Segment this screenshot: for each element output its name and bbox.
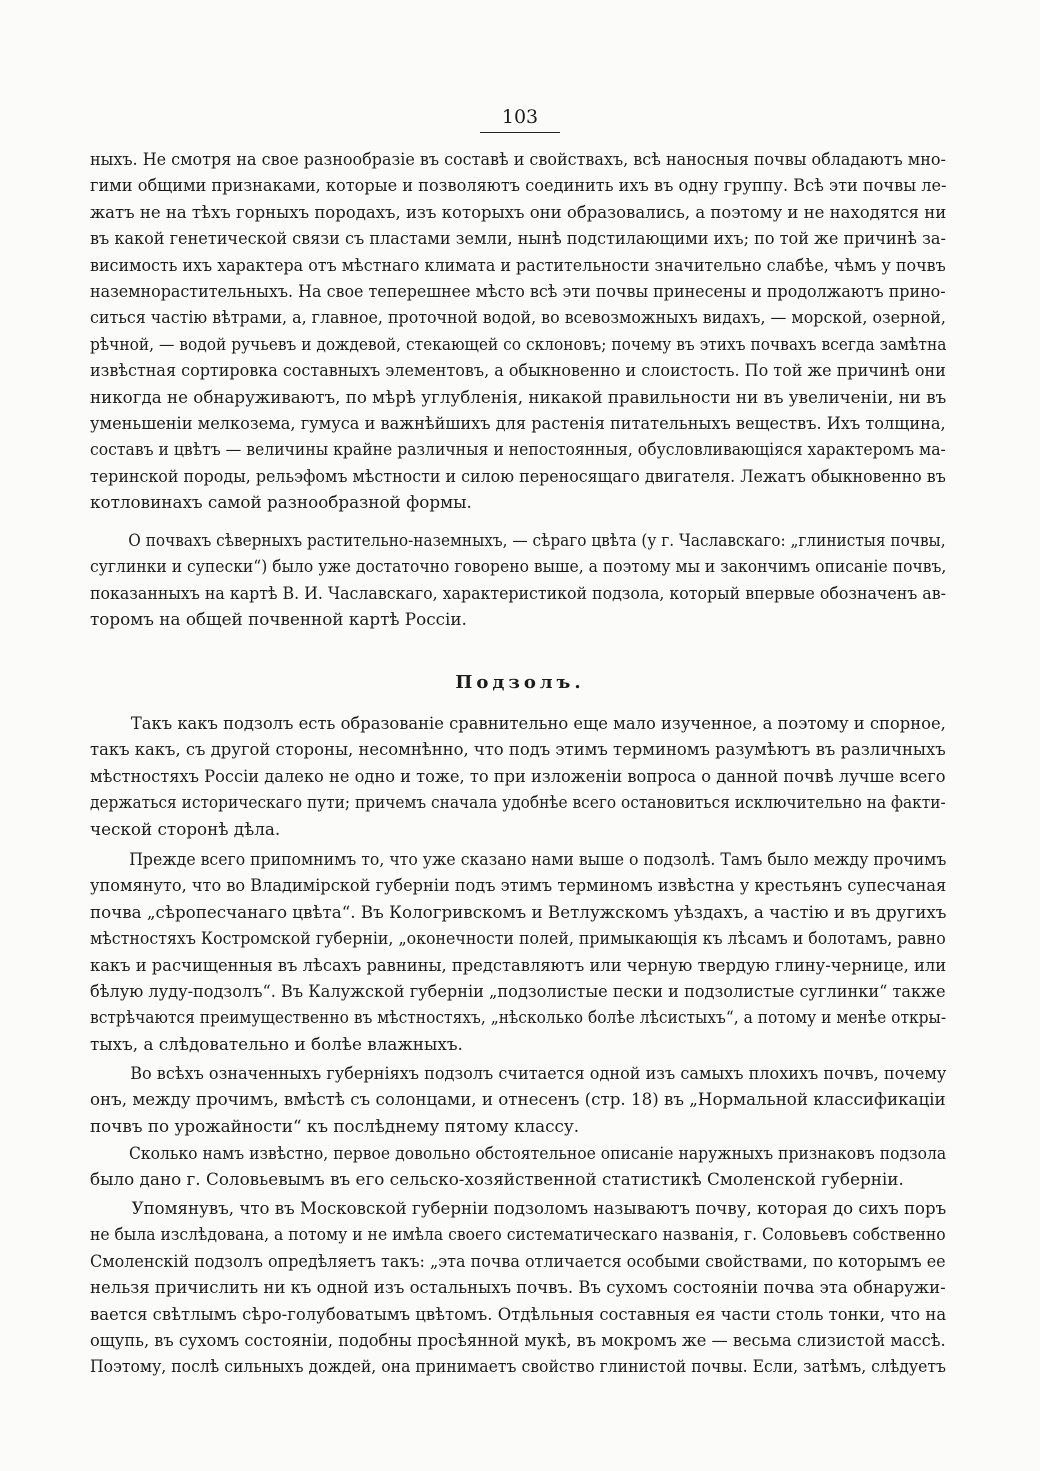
text-line: бѣлую луду-подзолъ“. Въ Калужской губерніи „подзолистые пески и подзолистые суглинки“ также (90, 980, 946, 1001)
text-line: ческой сторонѣ дѣла. (90, 818, 281, 839)
paragraph-2 (90, 527, 946, 633)
text-line: О почвахъ сѣверныхъ растительно-наземныхъ, — сѣраго цвѣта (у г. Чаславскаго: „глинистыя почвы, (128, 530, 946, 550)
text-line: показанныхъ на картѣ В. И. Чаславскаго, характеристикой подзола, который впервые обозначенъ ав- (90, 582, 946, 603)
text-line: такъ какъ, съ другой стороны, несомнѣнно, что подъ этимъ терминомъ разумѣютъ въ различныхъ (90, 739, 946, 760)
paragraph-7 (90, 1195, 946, 1380)
page-number: 103 (501, 106, 539, 128)
text-line: никогда не обнаруживаютъ, по мѣрѣ углубленія, никакой правильности ни въ увеличеніи, ни въ (90, 386, 947, 407)
text-line: наземнорастительныхъ. На свое теперешнее мѣсто всѣ эти почвы принесены и продолжаютъ прино- (90, 280, 946, 301)
text-line: Во всѣхъ означенныхъ губерніяхъ подзолъ считается одной изъ самыхъ плохихъ почвъ, почему (130, 1063, 947, 1083)
text-line: торомъ на общей почвенной картѣ Россіи. (90, 609, 467, 630)
paragraph-4 (90, 846, 946, 1057)
text-line: Сколько намъ извѣстно, первое довольно обстоятельное описаніе наружныхъ признаковъ подзола (128, 1143, 947, 1163)
text-line: нельзя причислить ни къ одной изъ остальныхъ почвъ. Въ сухомъ состояніи почва эта обнаружи- (90, 1277, 946, 1298)
text-line: почвъ по урожайности“ къ послѣднему пятому классу. (90, 1115, 580, 1136)
text-line: было дано г. Соловьевымъ въ его сельско-хозяйственной статистикѣ Смоленской губерніи. (90, 1169, 904, 1190)
text-line: упомянуто, что во Владимірской губерніи подъ этимъ терминомъ извѣстна у крестьянъ супесчаная (90, 875, 947, 896)
text-line: ощупь, въ сухомъ состояніи, подобны просѣянной мукѣ, въ мокромъ же — весьма слизистой массѣ. (90, 1329, 946, 1350)
text-line: вается свѣтлымъ сѣро-голубоватымъ цвѣтомъ. Отдѣльныя составныя ея части столь тонки, что на (90, 1303, 947, 1324)
text-line: онъ, между прочимъ, вмѣстѣ съ солонцами, и отнесенъ (стр. 18) въ „Нормальной классификаціи (90, 1089, 946, 1110)
text-line: тыхъ, а слѣдовательно и болѣе влажныхъ. (90, 1033, 463, 1054)
text-line: жатъ не на тѣхъ горныхъ породахъ, изъ которыхъ они образовались, а поэтому и не находятся ни (90, 201, 947, 222)
text-line: ныхъ. Не смотря на свое разнообразіе въ составѣ и свойствахъ, всѣ наносныя почвы обладаютъ мно- (90, 149, 946, 169)
text-line: извѣстная сортировка составныхъ элементовъ, а обыкновенно и слоистость. По той же причинѣ они (90, 360, 946, 381)
text-line: не была изслѣдована, а потому и не имѣла своего систематическаго названія, г. Соловьевъ собственно (90, 1224, 946, 1245)
text-line: ситься частію вѣтрами, а, главное, проточной водой, во всевозможныхъ видахъ, — морской, озерной, (90, 307, 946, 328)
text-line: теринской породы, рельэфомъ мѣстности и силою переносящаго двигателя. Лежатъ обыкновенно въ (90, 465, 946, 486)
text-line: Прежде всего припомнимъ то, что уже сказано нами выше о подзолѣ. Тамъ было между прочимъ (129, 849, 947, 869)
text-line: мѣстностяхъ Россіи далеко не одно и тоже, то при изложеніи вопроса о данной почвѣ лучше всего (90, 765, 946, 786)
paragraph-5 (90, 1060, 946, 1139)
text-line: Смоленскій подзолъ опредѣляетъ такъ: „эта почва отличается особыми свойствами, по которымъ ее (90, 1250, 946, 1271)
text-line: мѣстностяхъ Костромской губерніи, „оконечности полей, примыкающія къ лѣсамъ и болотамъ, равно (90, 928, 946, 949)
text-line: Поэтому, послѣ сильныхъ дождей, она принимаетъ свойство глинистой почвы. Если, затѣмъ, слѣдуетъ (90, 1356, 947, 1377)
text-line: гими общими признаками, которые и позволяютъ соединить ихъ въ одну группу. Всѣ эти почвы ле- (90, 175, 947, 196)
text-line: почва „сѣропесчанаго цвѣта“. Въ Кологривскомъ и Ветлужскомъ уѣздахъ, а частію и въ другихъ (90, 901, 947, 922)
text-line: въ какой генетической связи съ пластами земли, нынѣ подстилающими ихъ; по той же причинѣ за- (90, 228, 946, 249)
paragraph-3 (90, 710, 946, 842)
text-line: встрѣчаются преимущественно въ мѣстностяхъ, „нѣсколько болѣе лѣсистыхъ“, а потому и менѣе откры- (90, 1007, 947, 1028)
text-line: какъ и расчищенныя въ лѣсахъ равнины, представляютъ или черную твердую глину-чернице, или (90, 954, 947, 975)
text-line: котловинахъ самой разнообразной формы. (90, 492, 472, 513)
page-number-rule (480, 132, 560, 133)
text-line: рѣчной, — водой ручьевъ и дождевой, стекающей со склоновъ; почему въ этихъ почвахъ всегда замѣтна (90, 333, 947, 354)
text-line: уменьшеніи мелкозема, гумуса и важнѣйшихъ для растенія питательныхъ веществъ. Ихъ толщина, (90, 412, 946, 433)
text-line: Упомянувъ, что въ Московской губерніи подзоломъ называютъ почву, которая до сихъ поръ (131, 1198, 947, 1218)
text-line: Такъ какъ подзолъ есть образованіе сравнительно еще мало изученное, а поэтому и спорное, (130, 713, 946, 733)
text-line: составъ и цвѣтъ — величины крайне различныя и непостоянныя, обусловливающіяся характеромъ ма- (90, 439, 946, 460)
section-title: Подзолъ. (455, 672, 585, 693)
text-line: суглинки и супески“) было уже достаточно говорено выше, а поэтому мы и закончимъ описаніе почвъ, (90, 556, 947, 577)
text-line: держаться историческаго пути; причемъ сначала удобнѣе всего остановиться исключительно на факти- (90, 792, 946, 813)
paragraph-6 (90, 1140, 946, 1193)
text-line: висимость ихъ характера отъ мѣстнаго климата и растительности значительно слабѣе, чѣмъ у почвъ (90, 254, 946, 275)
paragraph-1 (90, 146, 946, 515)
